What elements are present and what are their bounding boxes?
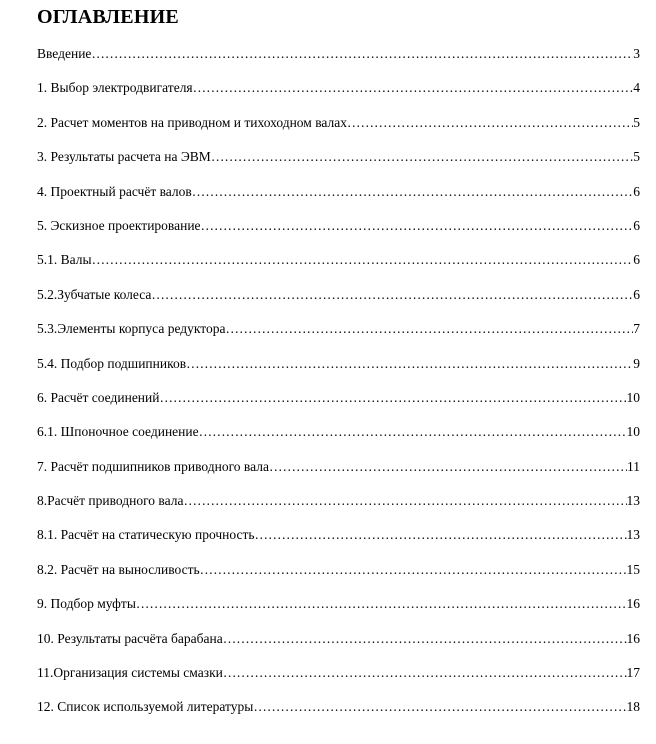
toc-page-number: 6 — [633, 252, 640, 268]
toc-page-number: 9 — [633, 355, 640, 371]
toc-leader-dots — [193, 78, 634, 98]
toc-entry-title: 6. Расчёт соединений — [37, 389, 160, 405]
toc-page-number: 16 — [626, 596, 640, 612]
toc-entry-title: 5.4. Подбор подшипников — [37, 355, 187, 371]
toc-page-number: 18 — [626, 699, 640, 715]
toc-entry[interactable] — [37, 457, 640, 491]
toc-page-number: 3 — [633, 46, 640, 61]
toc-page-number: 10 — [626, 389, 640, 405]
toc-leader-dots — [183, 491, 626, 511]
toc-page-number: 7 — [633, 321, 640, 337]
toc-entry[interactable] — [37, 78, 640, 112]
toc-entry-title: 5.1. Валы — [37, 252, 92, 268]
toc-entry-title: 5. Эскизное проектирование — [37, 217, 201, 233]
toc-page-number: 5 — [633, 149, 640, 165]
toc-leader-dots — [225, 319, 633, 339]
toc-leader-dots — [92, 250, 634, 270]
toc-entry-title: 12. Список используемой литературы — [37, 699, 254, 715]
toc-entry[interactable] — [37, 525, 640, 559]
toc-entry-title: 2. Расчет моментов на приводном и тихоходном валах — [37, 114, 347, 130]
toc-entry[interactable] — [37, 629, 640, 663]
toc-page-number: 15 — [626, 561, 640, 577]
toc-entry-title: 1. Выбор электродвигателя — [37, 80, 193, 96]
toc-entry[interactable] — [37, 319, 640, 353]
toc-entry[interactable] — [37, 422, 640, 456]
toc-page-number: 17 — [626, 665, 640, 681]
toc-entry-title: 5.2.Зубчатые колеса — [37, 286, 152, 302]
toc-leader-dots — [91, 44, 633, 64]
toc-leader-dots — [186, 354, 633, 374]
toc-entry[interactable] — [37, 147, 640, 181]
toc-leader-dots — [201, 216, 634, 236]
toc-entry-title: 7. Расчёт подшипников приводного вала — [37, 458, 269, 474]
toc-leader-dots — [199, 422, 627, 442]
toc-leader-dots — [347, 113, 633, 133]
toc-page-number: 16 — [626, 630, 640, 646]
toc-page-number: 4 — [633, 80, 640, 96]
toc-entry[interactable] — [37, 216, 640, 250]
toc-entry-title: 9. Подбор муфты — [37, 596, 136, 612]
toc-leader-dots — [223, 629, 627, 649]
toc-entry-title: 3. Результаты расчета на ЭВМ — [37, 149, 211, 165]
toc-entry[interactable] — [37, 560, 640, 594]
toc-page-number: 6 — [633, 217, 640, 233]
toc-page-number: 10 — [626, 424, 640, 440]
toc-entry[interactable] — [37, 285, 640, 319]
toc-entry[interactable] — [37, 113, 640, 147]
toc-leader-dots — [211, 147, 633, 167]
toc-page-number: 5 — [633, 114, 640, 130]
toc-entry-title: 10. Результаты расчёта барабана — [37, 630, 223, 646]
toc-entry[interactable] — [37, 663, 640, 697]
toc-entry[interactable] — [37, 697, 640, 731]
toc-entry[interactable] — [37, 44, 640, 78]
toc-leader-dots — [200, 560, 627, 580]
toc-entry-title: 4. Проектный расчёт валов — [37, 183, 192, 199]
toc-leader-dots — [269, 457, 627, 477]
toc-page-number: 6 — [633, 286, 640, 302]
toc-leader-dots — [136, 594, 627, 614]
toc-page-number: 6 — [633, 183, 640, 199]
toc-entry[interactable] — [37, 388, 640, 422]
toc-entry[interactable] — [37, 354, 640, 388]
toc-entry[interactable] — [37, 491, 640, 525]
toc-leader-dots — [159, 388, 626, 408]
toc-entry-title: 11.Организация системы смазки — [37, 665, 223, 681]
toc-entry-title: 5.3.Элементы корпуса редуктора — [37, 321, 226, 337]
toc-entry-title: 8.2. Расчёт на выносливость — [37, 561, 200, 577]
toc-entry-title: Введение — [37, 46, 92, 61]
toc-page-number: 13 — [626, 493, 640, 509]
toc-entry-title: 8.Расчёт приводного вала — [37, 493, 184, 509]
toc-leader-dots — [192, 182, 633, 202]
toc-leader-dots — [253, 697, 626, 717]
toc-entry[interactable] — [37, 182, 640, 216]
table-of-contents — [37, 44, 640, 732]
toc-entry[interactable] — [37, 250, 640, 284]
toc-page-number: 11 — [627, 458, 640, 474]
page-title: ОГЛАВЛЕНИЕ — [37, 6, 179, 28]
toc-leader-dots — [255, 525, 627, 545]
toc-entry-title: 6.1. Шпоночное соединение — [37, 424, 199, 440]
toc-page-number: 13 — [626, 527, 640, 543]
toc-entry[interactable] — [37, 594, 640, 628]
toc-leader-dots — [223, 663, 627, 683]
toc-leader-dots — [151, 285, 633, 305]
toc-entry-title: 8.1. Расчёт на статическую прочность — [37, 527, 255, 543]
